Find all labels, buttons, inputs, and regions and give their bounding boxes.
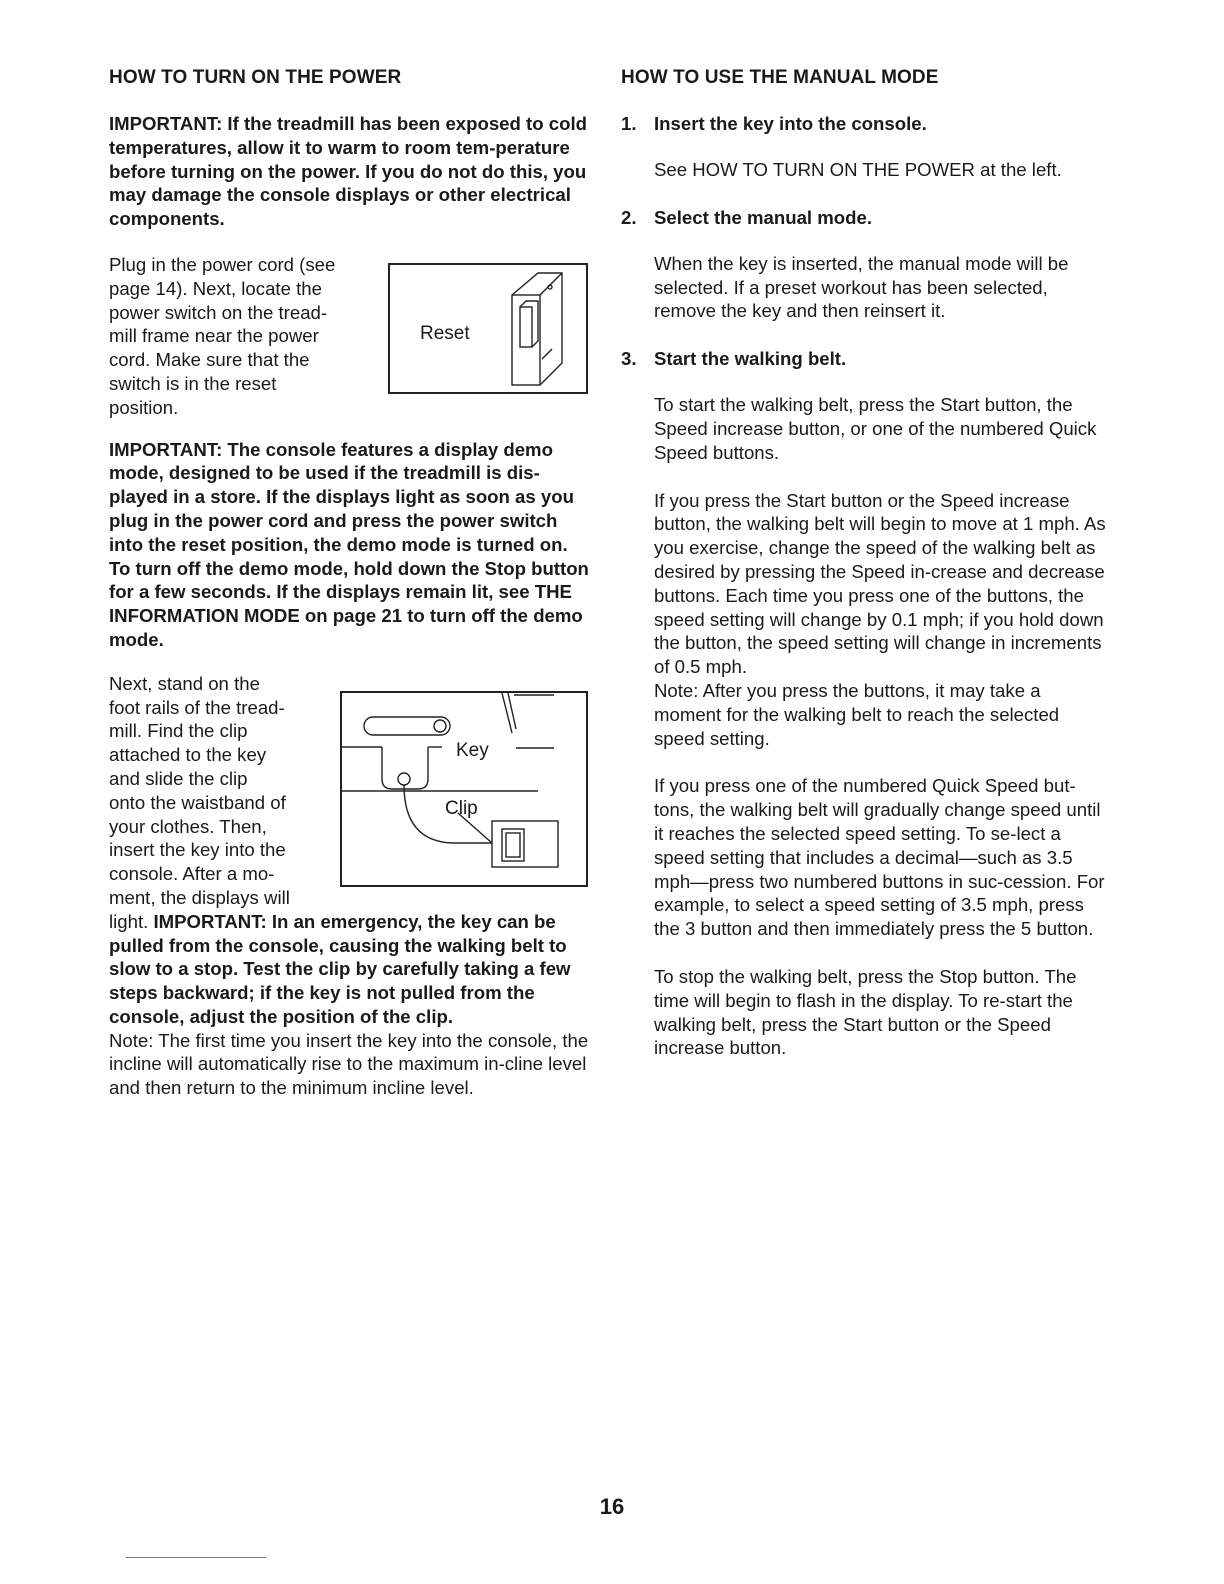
plug-line: page 14). Next, locate the	[109, 277, 322, 299]
footer-rule	[126, 1557, 266, 1558]
plug-line: Plug in the power cord (see	[109, 253, 336, 275]
step-2	[621, 206, 1111, 230]
step-1-text: See HOW TO TURN ON THE POWER at the left.	[654, 159, 1062, 180]
plug-line: mill frame near the power	[109, 325, 319, 347]
step-number: 1.	[621, 113, 637, 134]
step-2-text: When the key is inserted, the manual mode will be selected. If a preset workout has been selected, remove the key and then reinsert it.	[654, 252, 1069, 322]
clip-line: and slide the clip	[109, 767, 248, 789]
important-demo-mode: IMPORTANT: The console features a display demo mode, designed to be used if the treadmill is dis-played in a store. If the displays light as soon as you plug in the power cord and press the power switch into the reset position, the demo mode is turned on. To turn off the demo mode, hold down the Stop button for a few seconds. If the displays remain lit, see THE INFORMATION MODE on page 21 to turn off the demo mode.	[109, 438, 589, 650]
important-emergency: IMPORTANT: In an emergency, the key can be pulled from the console, causing the walking belt to slow to a stop. Test the clip by carefully taking a few steps backward; if the key is not pulled from the console, adjust the position of the clip.	[109, 910, 571, 1027]
important-cold-warning: IMPORTANT: If the treadmill has been exposed to cold temperatures, allow it to warm to room tem-perature before turning on the power. If you do not do this, you may damage the console displays or other electrical components.	[109, 113, 587, 230]
step-title: Select the manual mode.	[654, 206, 873, 228]
clip-line: insert the key into the	[109, 839, 286, 861]
plug-line: switch is in the reset	[109, 372, 277, 394]
step-3	[621, 347, 1111, 371]
clip-line: console. After a mo-	[109, 863, 275, 885]
light-prefix: light.	[109, 910, 154, 932]
step-3-stop-text: To stop the walking belt, press the Stop button. The time will begin to flash in the display. To re-start the walking belt, press the Start button or the Speed increase button.	[654, 965, 1077, 1059]
clip-line: ment, the displays will	[109, 886, 290, 908]
key-clip-illustration	[342, 693, 586, 885]
step-3-speed-text: If you press the Start button or the Speed increase button, the walking belt will begin to move at 1 mph. As you exercise, change the speed of the walking belt as desired by pressing the Speed in-crease and decrease buttons. Each time you press one of the buttons, the speed setting will change by 0.1 mph; if you hold down the button, the speed setting will change in increments of 0.5 mph.	[654, 489, 1106, 678]
step-3-note: Note: After you press the buttons, it may take a moment for the walking belt to reach the selected speed setting.	[654, 679, 1060, 749]
plug-line: cord. Make sure that the	[109, 349, 310, 371]
reset-switch-figure	[388, 263, 588, 394]
step-1	[621, 112, 1111, 136]
power-heading: HOW TO TURN ON THE POWER	[109, 67, 402, 88]
clip-line: your clothes. Then,	[109, 815, 267, 837]
emergency-paragraph	[109, 910, 593, 1029]
left-column	[109, 66, 593, 1100]
incline-note: Note: The first time you insert the key into the console, the incline will automatically rise to the maximum in-cline level and then return to the minimum incline level.	[109, 1029, 589, 1099]
clip-instructions	[109, 672, 374, 910]
right-column	[621, 66, 1111, 1084]
plug-line: power switch on the tread-	[109, 301, 328, 323]
step-3-quick-speed-text: If you press one of the numbered Quick Speed but-tons, the walking belt will gradually change speed until it reaches the selected speed setting. To se-lect a speed setting that includes a decimal—such as 3.5 mph—press two numbered buttons in suc-cession. For example, to select a speed setting of 3.5 mph, press the 3 button and then immediately press the 5 button.	[654, 775, 1105, 940]
page-number: 16	[599, 1494, 625, 1519]
reset-label: Reset	[420, 323, 470, 344]
manual-mode-heading: HOW TO USE THE MANUAL MODE	[621, 67, 939, 88]
clip-line: mill. Find the clip	[109, 720, 248, 742]
clip-line: foot rails of the tread-	[109, 696, 285, 718]
clip-line: attached to the key	[109, 744, 267, 766]
step-3-start-text: To start the walking belt, press the Start button, the Speed increase button, or one of the numbered Quick Speed buttons.	[654, 394, 1097, 463]
clip-label: Clip	[445, 798, 478, 819]
clip-line: Next, stand on the	[109, 672, 260, 694]
clip-line: onto the waistband of	[109, 791, 286, 813]
step-number: 2.	[621, 206, 637, 228]
key-clip-figure	[340, 691, 588, 887]
step-title: Start the walking belt.	[654, 348, 847, 370]
step-title: Insert the key into the console.	[654, 113, 927, 134]
plug-line: position.	[109, 396, 179, 418]
plug-in-instructions	[109, 253, 374, 420]
step-number: 3.	[621, 348, 637, 370]
key-label: Key	[456, 740, 489, 761]
